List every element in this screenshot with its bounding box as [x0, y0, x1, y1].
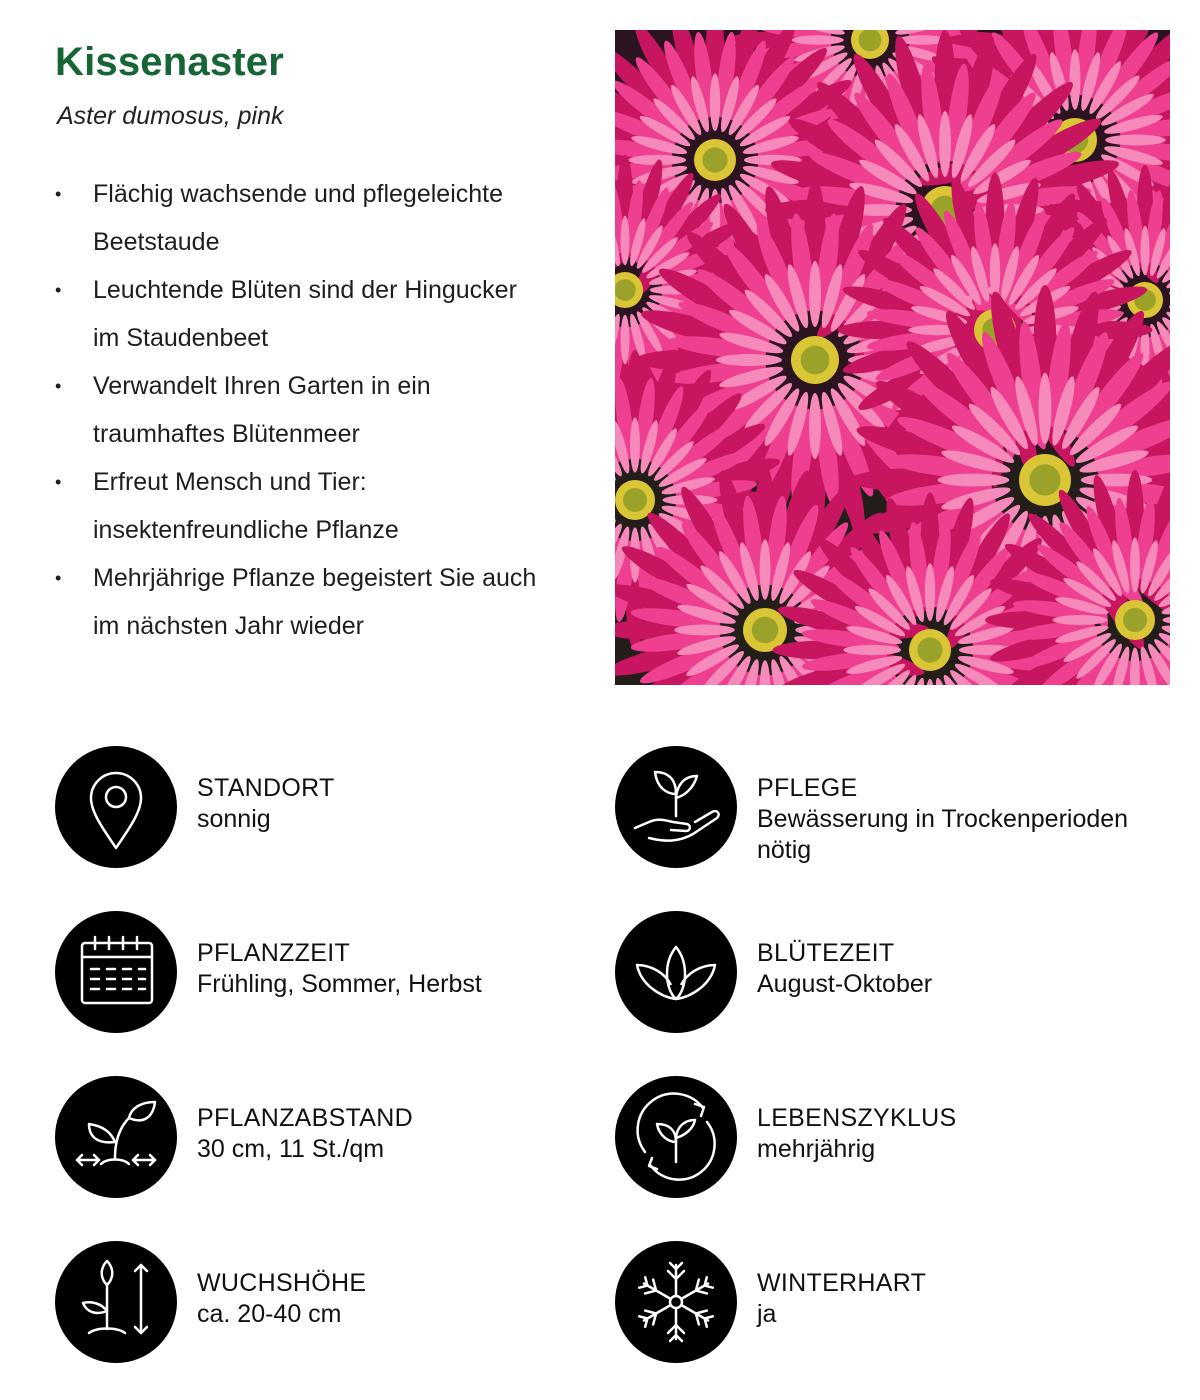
product-title: Kissenaster — [55, 40, 284, 84]
pink-aster-flowers-photo — [615, 30, 1170, 685]
feature-text: Erfreut Mensch und Tier: insektenfreundliche Pflanze — [93, 468, 399, 544]
feature-text: Flächig wachsende und pflegeleichte Beetstaude — [93, 180, 503, 256]
info-pflege — [615, 746, 1175, 871]
info-wuchshoehe — [55, 1241, 615, 1366]
info-value: sonnig — [197, 805, 271, 833]
location-pin-icon — [55, 746, 177, 868]
info-value: August-Oktober — [757, 970, 933, 998]
plant-spacing-icon — [55, 1076, 177, 1198]
info-pflanzzeit — [55, 911, 615, 1036]
info-bluetezeit — [615, 911, 1175, 1036]
feature-text: Mehrjährige Pflanze begeistert Sie auch im nächsten Jahr wieder — [93, 564, 537, 640]
bullet-icon: • — [55, 568, 62, 588]
calendar-icon — [55, 911, 177, 1033]
feature-text: Verwandelt Ihren Garten in ein traumhaftes Blütenmeer — [93, 372, 431, 448]
bullet-icon: • — [55, 472, 62, 492]
info-value: ja — [757, 1300, 777, 1328]
info-lebenszyklus — [615, 1076, 1175, 1201]
feature-item — [55, 458, 575, 554]
snowflake-icon — [615, 1241, 737, 1363]
bullet-icon: • — [55, 184, 62, 204]
info-value: ca. 20-40 cm — [197, 1300, 342, 1328]
info-label: PFLEGE — [757, 774, 858, 802]
plant-in-hand-icon — [615, 746, 737, 868]
info-value: Bewässerung in Trockenperioden nötig — [757, 805, 1129, 864]
plant-height-icon — [55, 1241, 177, 1363]
info-value: Frühling, Sommer, Herbst — [197, 970, 482, 998]
info-label: PFLANZZEIT — [197, 939, 351, 967]
feature-text: Leuchtende Blüten sind der Hingucker im Staudenbeet — [93, 276, 517, 352]
feature-item — [55, 362, 575, 458]
info-value: mehrjährig — [757, 1135, 876, 1163]
feature-item — [55, 170, 575, 266]
feature-list — [55, 170, 575, 650]
lotus-flower-icon — [615, 911, 737, 1033]
info-pflanzabstand — [55, 1076, 615, 1201]
bullet-icon: • — [55, 376, 62, 396]
info-winterhart — [615, 1241, 1175, 1366]
feature-item — [55, 266, 575, 362]
info-standort — [55, 746, 615, 871]
info-label: LEBENSZYKLUS — [757, 1104, 957, 1132]
info-label: PFLANZABSTAND — [197, 1104, 413, 1132]
flower-photo-drawing — [615, 30, 1170, 685]
info-label: WUCHSHÖHE — [197, 1269, 367, 1297]
info-label: BLÜTEZEIT — [757, 939, 895, 967]
info-label: WINTERHART — [757, 1269, 927, 1297]
bullet-icon: • — [55, 280, 62, 300]
info-value: 30 cm, 11 St./qm — [197, 1135, 385, 1163]
plant-cycle-icon — [615, 1076, 737, 1198]
feature-item — [55, 554, 575, 650]
product-subtitle: Aster dumosus, pink — [57, 102, 284, 130]
info-label: STANDORT — [197, 774, 335, 802]
